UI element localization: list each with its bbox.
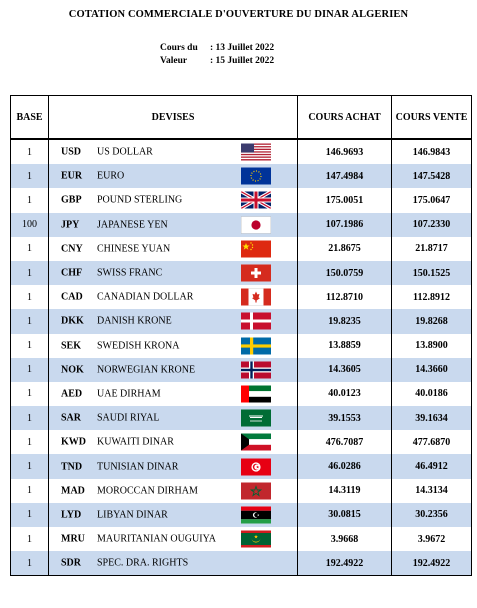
rates-table [10, 95, 472, 576]
header-base: BASE [11, 96, 49, 140]
devise-cell [49, 406, 298, 430]
currency-code: CNY [61, 243, 83, 255]
currency-name: SWISS FRANC [97, 267, 163, 279]
sweden-flag-icon [241, 337, 271, 354]
valeur-label: Valeur [160, 56, 188, 66]
table-row [11, 309, 472, 333]
currency-code: USD [61, 146, 82, 158]
vente-cell: 147.5428 [392, 164, 472, 188]
currency-name: NORWEGIAN KRONE [97, 364, 196, 376]
currency-code: LYD [61, 509, 82, 521]
currency-code: CAD [61, 291, 83, 303]
table-row [11, 261, 472, 285]
achat-cell: 21.8675 [298, 237, 392, 261]
base-cell: 1 [11, 406, 49, 430]
table-row [11, 213, 472, 237]
vente-cell: 13.8900 [392, 334, 472, 358]
cours-value: : 13 Juillet 2022 [210, 43, 275, 53]
uae-flag-icon [241, 385, 271, 402]
base-cell: 1 [11, 527, 49, 551]
devise-cell [49, 527, 298, 551]
currency-code: DKK [61, 315, 84, 327]
achat-cell: 107.1986 [298, 213, 392, 237]
base-cell: 1 [11, 285, 49, 309]
vente-cell: 477.6870 [392, 430, 472, 454]
vente-cell: 150.1525 [392, 261, 472, 285]
table-row [11, 285, 472, 309]
dates-block [160, 42, 274, 68]
table-row [11, 406, 472, 430]
table-row [11, 358, 472, 382]
achat-cell: 40.0123 [298, 382, 392, 406]
norway-flag-icon [241, 361, 271, 378]
table-row [11, 188, 472, 212]
header-row [11, 96, 472, 140]
achat-cell: 39.1553 [298, 406, 392, 430]
vente-cell: 14.3660 [392, 358, 472, 382]
currency-code: GBP [61, 194, 82, 206]
table-row [11, 139, 472, 164]
base-cell: 1 [11, 430, 49, 454]
currency-name: SAUDI RIYAL [97, 412, 160, 424]
currency-code: TND [61, 461, 83, 473]
achat-cell: 150.0759 [298, 261, 392, 285]
achat-cell: 175.0051 [298, 188, 392, 212]
achat-cell: 112.8710 [298, 285, 392, 309]
vente-cell: 192.4922 [392, 551, 472, 576]
header-vente: COURS VENTE [392, 96, 472, 140]
currency-name: KUWAITI DINAR [97, 436, 174, 448]
currency-code: EUR [61, 170, 83, 182]
vente-cell: 40.0186 [392, 382, 472, 406]
achat-cell: 13.8859 [298, 334, 392, 358]
table-row [11, 454, 472, 478]
base-cell: 1 [11, 188, 49, 212]
achat-cell: 146.9693 [298, 139, 392, 164]
vente-cell: 3.9672 [392, 527, 472, 551]
devise-cell [49, 479, 298, 503]
currency-name: SPEC. DRA. RIGHTS [97, 557, 189, 569]
denmark-flag-icon [241, 313, 271, 330]
libya-flag-icon [241, 506, 271, 523]
eu-flag-icon [241, 168, 271, 185]
currency-code: SDR [61, 557, 82, 569]
devise-cell [49, 503, 298, 527]
cours-label: Cours du [160, 43, 198, 53]
vente-cell: 175.0647 [392, 188, 472, 212]
currency-code: MRU [61, 533, 85, 545]
table-row [11, 503, 472, 527]
base-cell: 1 [11, 454, 49, 478]
vente-cell: 146.9843 [392, 139, 472, 164]
devise-cell [49, 188, 298, 212]
vente-cell: 107.2330 [392, 213, 472, 237]
canada-flag-icon [241, 289, 271, 306]
table-row [11, 382, 472, 406]
header-achat: COURS ACHAT [298, 96, 392, 140]
table-row [11, 479, 472, 503]
uk-flag-icon [241, 192, 271, 209]
currency-code: CHF [61, 267, 83, 279]
devise-cell [49, 334, 298, 358]
base-cell: 1 [11, 551, 49, 576]
currency-name: DANISH KRONE [97, 315, 172, 327]
currency-name: CHINESE YUAN [97, 243, 171, 255]
currency-name: US DOLLAR [97, 146, 153, 158]
table-row [11, 430, 472, 454]
achat-cell: 14.3119 [298, 479, 392, 503]
base-cell: 1 [11, 334, 49, 358]
base-cell: 100 [11, 213, 49, 237]
base-cell: 1 [11, 358, 49, 382]
achat-cell: 19.8235 [298, 309, 392, 333]
devise-cell [49, 237, 298, 261]
currency-name: CANADIAN DOLLAR [97, 291, 194, 303]
currency-code: SAR [61, 412, 82, 424]
vente-cell: 112.8912 [392, 285, 472, 309]
achat-cell: 30.0815 [298, 503, 392, 527]
vente-cell: 46.4912 [392, 454, 472, 478]
base-cell: 1 [11, 382, 49, 406]
achat-cell: 14.3605 [298, 358, 392, 382]
tunisia-flag-icon [241, 458, 271, 475]
currency-name: MOROCCAN DIRHAM [97, 485, 198, 497]
devise-cell [49, 285, 298, 309]
vente-cell: 14.3134 [392, 479, 472, 503]
devise-cell [49, 139, 298, 164]
saudi-flag-icon [241, 410, 271, 427]
currency-code: JPY [61, 219, 80, 231]
table-row [11, 164, 472, 188]
devise-cell [49, 551, 298, 576]
base-cell: 1 [11, 261, 49, 285]
china-flag-icon [241, 240, 271, 257]
table-row [11, 527, 472, 551]
currency-name: SWEDISH KRONA [97, 340, 180, 352]
valeur-value: : 15 Juillet 2022 [210, 56, 275, 66]
devise-cell [49, 261, 298, 285]
achat-cell: 147.4984 [298, 164, 392, 188]
currency-name: TUNISIAN DINAR [97, 461, 179, 473]
base-cell: 1 [11, 164, 49, 188]
achat-cell: 476.7087 [298, 430, 392, 454]
page-title: COTATION COMMERCIALE D'OUVERTURE DU DINAR ALGERIEN [68, 9, 409, 20]
currency-name: UAE DIRHAM [97, 388, 161, 400]
table-row [11, 237, 472, 261]
currency-code: KWD [61, 436, 86, 448]
currency-name: JAPANESE YEN [97, 219, 168, 231]
devise-cell [49, 358, 298, 382]
devise-cell [49, 213, 298, 237]
swiss-flag-icon [241, 265, 271, 282]
vente-cell: 21.8717 [392, 237, 472, 261]
currency-code: MAD [61, 485, 85, 497]
table-row [11, 551, 472, 576]
vente-cell: 19.8268 [392, 309, 472, 333]
currency-name: EURO [97, 170, 125, 182]
mauritania-flag-icon [241, 531, 271, 548]
currency-name: LIBYAN DINAR [97, 509, 168, 521]
achat-cell: 192.4922 [298, 551, 392, 576]
achat-cell: 3.9668 [298, 527, 392, 551]
header-devises: DEVISES [49, 96, 298, 140]
devise-cell [49, 454, 298, 478]
currency-code: NOK [61, 364, 84, 376]
currency-name: POUND STERLING [97, 194, 183, 206]
vente-cell: 39.1634 [392, 406, 472, 430]
base-cell: 1 [11, 503, 49, 527]
currency-code: AED [61, 388, 83, 400]
vente-cell: 30.2356 [392, 503, 472, 527]
achat-cell: 46.0286 [298, 454, 392, 478]
kuwait-flag-icon [241, 434, 271, 451]
japan-flag-icon [241, 216, 271, 233]
base-cell: 1 [11, 309, 49, 333]
devise-cell [49, 309, 298, 333]
base-cell: 1 [11, 237, 49, 261]
devise-cell [49, 164, 298, 188]
devise-cell [49, 430, 298, 454]
currency-code: SEK [61, 340, 82, 352]
table-row [11, 334, 472, 358]
us-flag-icon [241, 144, 271, 161]
currency-name: MAURITANIAN OUGUIYA [97, 533, 216, 545]
devise-cell [49, 382, 298, 406]
morocco-flag-icon [241, 482, 271, 499]
base-cell: 1 [11, 139, 49, 164]
base-cell: 1 [11, 479, 49, 503]
